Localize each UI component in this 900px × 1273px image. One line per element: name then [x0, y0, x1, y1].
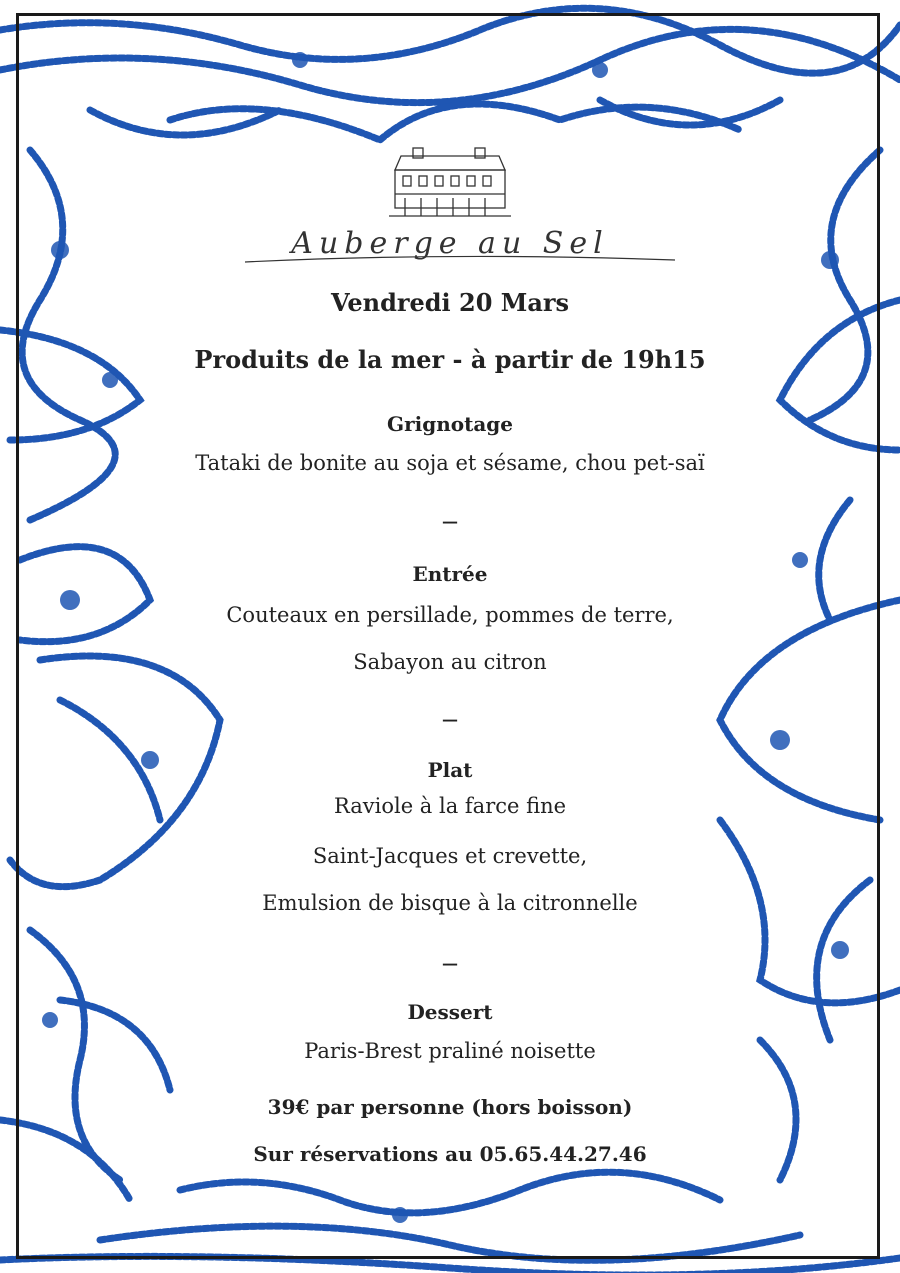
section-separator: — — [442, 512, 458, 531]
event-date: Vendredi 20 Mars — [330, 288, 570, 317]
menu-content — [150, 130, 750, 1180]
section-separator: — — [442, 710, 458, 729]
menu-item: Sabayon au citron — [353, 650, 547, 674]
section-title-grignotage: Grignotage — [387, 412, 513, 436]
reservation-line: Sur réservations au 05.65.44.27.46 — [253, 1142, 647, 1166]
logo-wordmark: Auberge au Sel — [291, 226, 609, 261]
menu-item: Emulsion de bisque à la citronnelle — [262, 891, 638, 915]
menu-item: Saint-Jacques et crevette, — [312, 844, 588, 868]
event-theme: Produits de la mer - à partir de 19h15 — [194, 345, 706, 374]
section-separator: — — [442, 954, 458, 973]
menu-item: Couteaux en persillade, pommes de terre, — [226, 603, 674, 627]
menu-item: Raviole à la farce fine — [333, 794, 567, 818]
section-title-entree: Entrée — [412, 562, 488, 586]
section-title-plat: Plat — [427, 758, 473, 782]
menu-item: Tataki de bonite au soja et sésame, chou pet-saï — [195, 451, 705, 475]
section-title-dessert: Dessert — [407, 1000, 493, 1024]
inn-building-illustration — [387, 140, 513, 226]
price-line: 39€ par personne (hors boisson) — [267, 1095, 633, 1119]
menu-item: Paris-Brest praliné noisette — [304, 1039, 596, 1063]
